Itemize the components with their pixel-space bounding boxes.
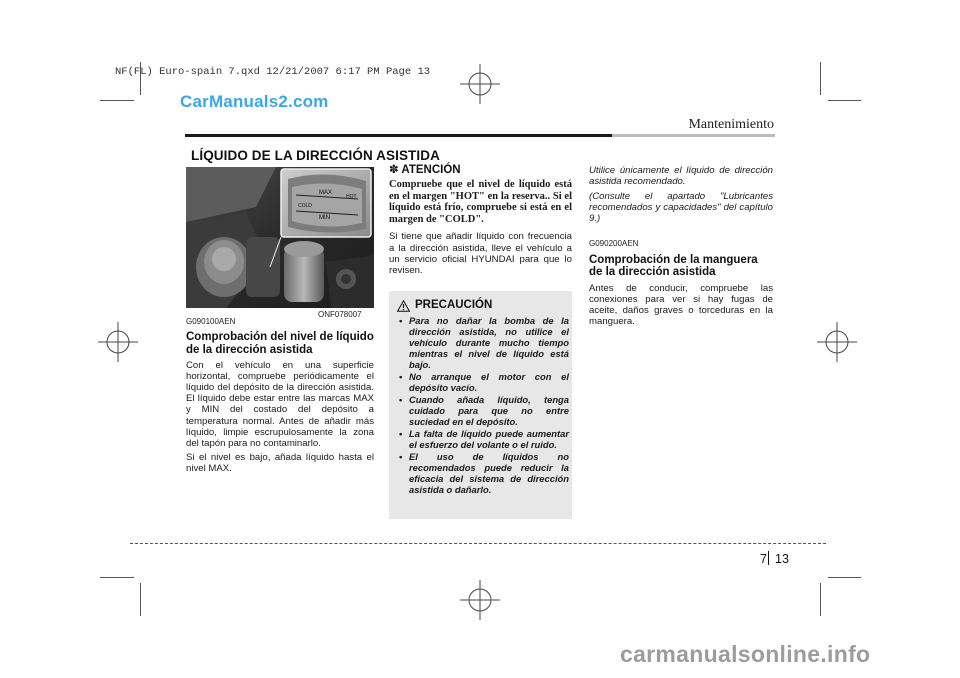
min-mark-label: MIN <box>319 215 330 221</box>
crop-mark <box>100 577 134 578</box>
section-code: G090100AEN <box>186 317 236 326</box>
caution-title: PRECAUCIÓN <box>415 299 493 311</box>
cold-mark-label: COLD <box>298 203 312 209</box>
atencion-text: Compruebe que el nivel de líquido está en el margen "HOT" en la reserva.. Si el líquido está frío, compruebe si está en el margen de "COLD". <box>389 179 572 225</box>
section-name: Mantenimiento <box>688 117 774 132</box>
column-left <box>186 316 374 477</box>
body-text: Si tiene que añadir líquido con frecuencia a la dirección asistida, lleve el vehículo a un servicio oficial HYUNDAI para que lo revisen. <box>389 231 572 276</box>
paragraph: Con el vehículo en una superficie horizontal, compruebe periódicamente el líquido del depósito de la dirección asistida. El líquido debe estar entre las marcas MAX y MIN del costado del depósito a temperatura normal. Antes de añadir más líquido, limpie escrupulosamente la zona del tapón para no contaminarlo. <box>186 360 374 449</box>
caution-item: • La falta de líquido puede aumentar el esfuerzo del volante o el ruido. <box>399 428 569 450</box>
caution-item: • Cuando añada líquido, tenga cuidado para que no entre suciedad en el depósito. <box>399 394 569 427</box>
registration-mark <box>817 322 857 362</box>
crop-mark <box>828 577 861 578</box>
crop-mark <box>820 583 821 616</box>
subhead-fluid-level: Comprobación del nivel de líquido de la dirección asistida <box>186 331 374 356</box>
reservoir-illustration <box>186 167 374 308</box>
column-middle <box>389 165 572 276</box>
registration-mark <box>98 322 138 362</box>
italic-note: (Consulte el apartado "Lubricantes recomendados y capacidades" del capítulo 9.) <box>589 191 773 225</box>
section-code: G090200AEN <box>589 239 639 249</box>
atencion-title: ✽ ATENCIÓN <box>389 164 461 176</box>
body-text: Antes de conducir, compruebe las conexiones para ver si hay fugas de aceite, daños graves o torceduras en la manguera. <box>589 282 773 327</box>
italic-note: Utilice únicamente el líquido de dirección asistida recomendado. <box>589 165 773 188</box>
body-text <box>186 360 374 474</box>
column-right <box>589 165 773 327</box>
warning-icon <box>397 300 410 312</box>
crop-mark <box>140 583 141 616</box>
caution-list <box>399 315 569 496</box>
reservoir-photo <box>186 167 374 308</box>
header-rule <box>185 134 612 137</box>
hot-mark-label: HOT <box>346 194 357 200</box>
page-separator <box>768 551 769 565</box>
caution-box <box>389 291 572 519</box>
max-mark-label: MAX <box>319 190 333 196</box>
registration-mark <box>460 64 500 104</box>
crop-mark <box>828 100 861 101</box>
crop-mark <box>820 62 821 95</box>
watermark-link[interactable]: CarManuals2.com <box>180 92 329 111</box>
page-title: LÍQUIDO DE LA DIRECCIÓN ASISTIDA <box>191 148 440 163</box>
crop-mark <box>100 100 134 101</box>
subhead-hose: Comprobación de la manguera de la dirección asistida <box>589 253 758 279</box>
page-number: 13 <box>775 552 789 566</box>
paragraph: Si el nivel es bajo, añada líquido hasta el nivel MAX. <box>186 451 374 474</box>
caution-item: • No arranque el motor con el depósito vacío. <box>399 371 569 393</box>
photo-code: ONF078007 <box>318 310 362 319</box>
header-rule-accent <box>612 134 775 137</box>
footer-rule <box>130 543 826 544</box>
chapter-number: 7 <box>760 552 767 566</box>
registration-mark <box>460 580 500 620</box>
file-info: NF(FL) Euro-spain 7.qxd 12/21/2007 6:17 PM Page 13 <box>115 66 431 78</box>
caution-item: • Para no dañar la bomba de la dirección asistida, no utilice el vehículo durante mucho tiempo mientras el nivel de líquido está bajo. <box>399 315 569 370</box>
caution-item: • El uso de líquidos no recomendados puede reducir la eficacia del sistema de dirección asistida o dañarlo. <box>399 451 569 495</box>
watermark-link[interactable]: carmanualsonline.info <box>620 641 871 667</box>
